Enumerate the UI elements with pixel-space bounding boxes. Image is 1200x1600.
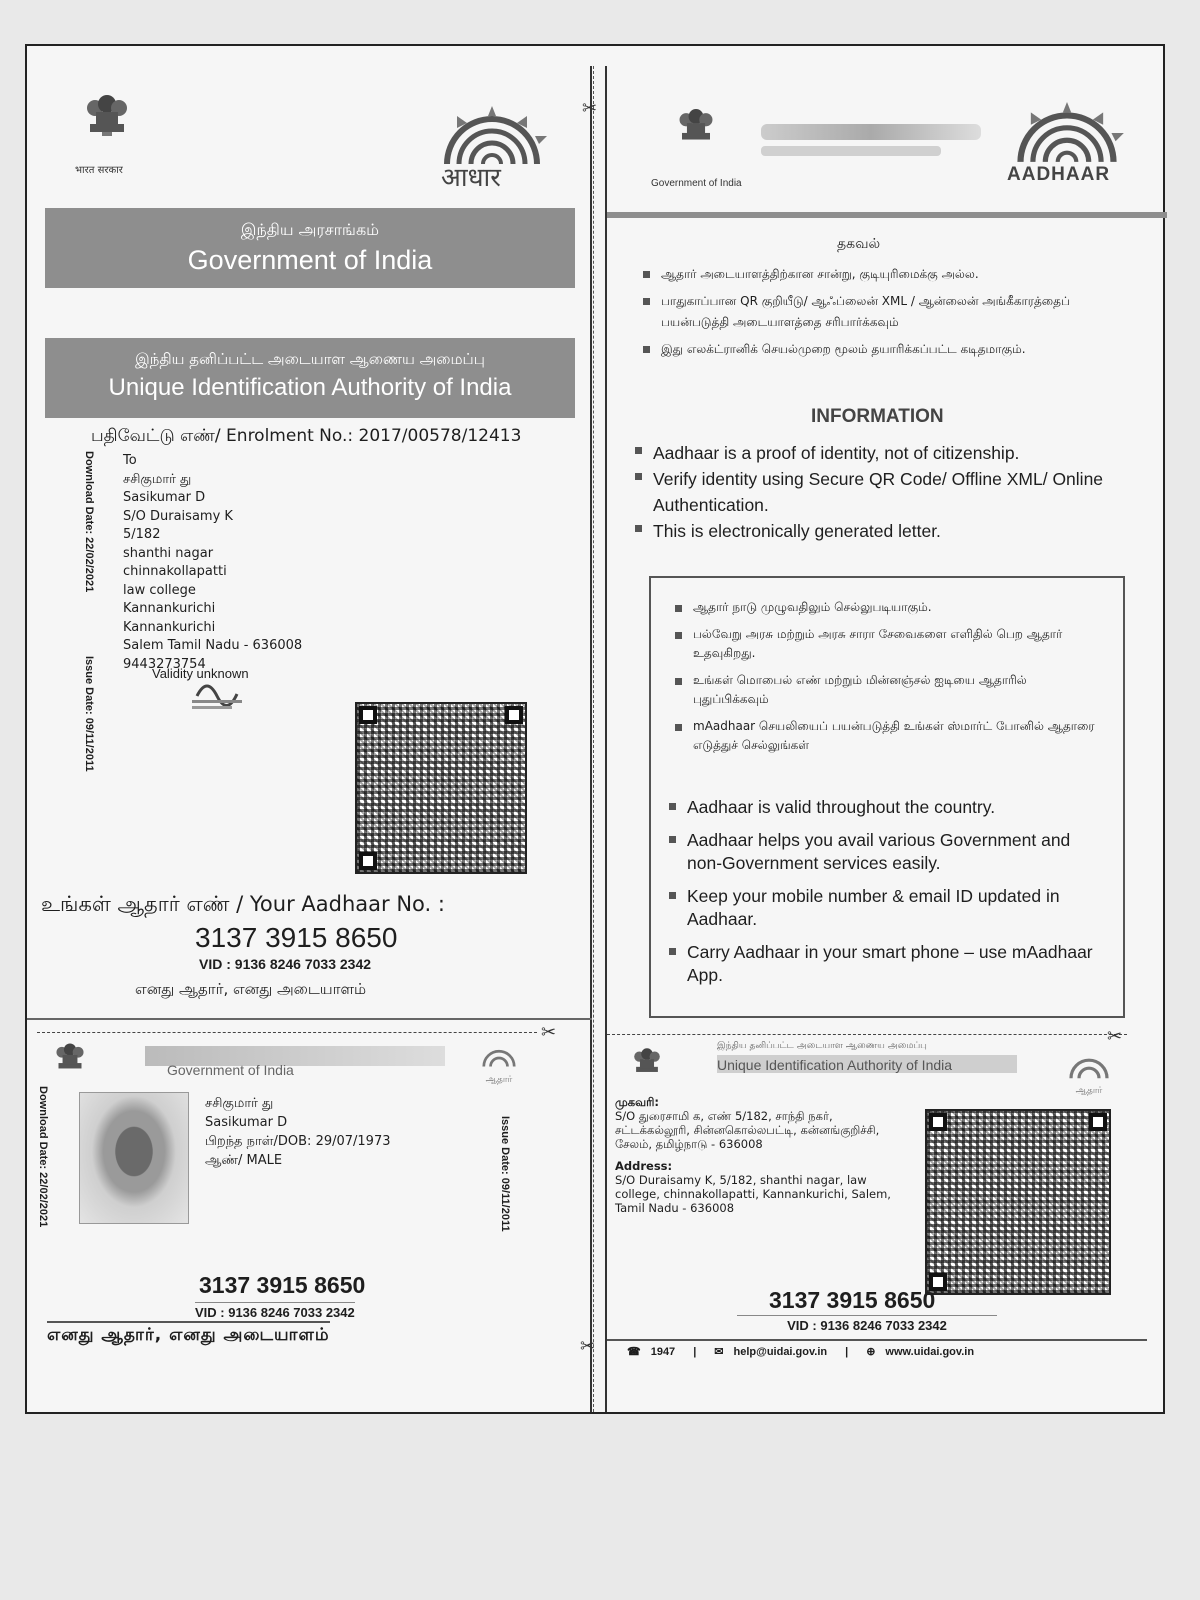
website-url[interactable]: www.uidai.gov.in xyxy=(885,1345,975,1358)
card-back-address-block xyxy=(615,1095,905,1215)
address-tamil-label: முகவரி: xyxy=(615,1095,660,1109)
footer-rule xyxy=(607,1339,1147,1341)
address-line: Salem Tamil Nadu - 636008 xyxy=(123,638,303,653)
address-line: 5/182 xyxy=(123,527,161,542)
box-tamil-item: உங்கள் மொபைல் எண் மற்றும் மின்னஞ்சல் ஐடியை ஆதாரில் புதுப்பிக்கவும் xyxy=(675,671,1095,709)
address-line: Kannankurichi xyxy=(123,601,216,616)
enrolment-number: பதிவேட்டு எண்/ Enrolment No.: 2017/00578/12413 xyxy=(91,426,522,446)
address-line: To xyxy=(123,453,137,468)
address-line: S/O Duraisamy K xyxy=(123,508,233,524)
info-tamil-item: பாதுகாப்பான QR குறியீடு/ ஆஃப்லைன் XML / ஆன்லைன் அங்கீகாரத்தைப் பயன்படுத்தி அடையாளத்தை சரிபார்க்கவும் xyxy=(643,291,1103,333)
card-back-header-tamil: இந்திய தனிப்பட்ட அடையாள ஆணைய அமைப்பு xyxy=(717,1041,927,1051)
card-details xyxy=(205,1094,391,1170)
right-header-rule xyxy=(607,212,1167,218)
phone-icon: ☎ xyxy=(627,1346,641,1358)
logo-small-text: ஆதார் xyxy=(485,1075,513,1085)
photo-avatar xyxy=(79,1092,189,1224)
aadhaar-number: 3137 3915 8650 xyxy=(195,922,398,953)
aadhaar-logo xyxy=(427,106,557,191)
govt-band-english: Government of India xyxy=(187,245,433,275)
ashoka-emblem-small-icon xyxy=(53,1036,87,1082)
right-panel xyxy=(605,66,1163,1412)
tagline: எனது ஆதார், எனது அடையாளம் xyxy=(135,980,367,998)
left-panel xyxy=(27,66,592,1412)
address-line: சசிகுமார் து xyxy=(123,471,192,487)
box-tamil-list xyxy=(675,598,1095,763)
scissors-icon: ✂ xyxy=(541,1022,557,1042)
signature-check-icon xyxy=(192,676,242,716)
info-english-item: This is electronically generated letter. xyxy=(635,518,1135,544)
scissors-top-icon: ✂ xyxy=(582,98,598,118)
box-english-item: Aadhaar is valid throughout the country. xyxy=(669,796,1109,819)
phone-number[interactable]: 1947 xyxy=(650,1345,676,1358)
address-line: Kannankurichi xyxy=(123,619,216,635)
email-icon: ✉ xyxy=(714,1346,724,1358)
divider xyxy=(27,1018,592,1020)
scissors-right-icon: ✂ xyxy=(1107,1026,1123,1046)
info-tamil-item: இது எலக்ட்ரானிக் செயல்முறை மூலம் தயாரிக்கப்பட்ட கடிதமாகும். xyxy=(643,339,1103,360)
ashoka-emblem-right-icon xyxy=(675,100,717,156)
card-back-vid: VID : 9136 8246 7033 2342 xyxy=(737,1315,997,1333)
aadhaar-logo-small xyxy=(477,1044,521,1084)
box-english-item: Carry Aadhaar in your smart phone – use mAadhaar App. xyxy=(669,941,1109,987)
info-english-list xyxy=(635,440,1135,544)
contact-footer: ☎ 1947 | ✉ help@uidai.gov.in | ⊕ www.uidai.gov.in xyxy=(627,1345,975,1358)
ashoka-emblem-icon xyxy=(82,84,132,152)
cut-line xyxy=(37,1032,537,1033)
aadhaar-logo-right-text: AADHAAR xyxy=(1007,164,1111,185)
card-name: Sasikumar D xyxy=(205,1115,288,1130)
emblem-caption-right: Government of India xyxy=(651,178,742,189)
address-line: 9443273754 xyxy=(123,656,206,672)
address-line: chinnakollapatti xyxy=(123,564,227,579)
card-header: Government of India xyxy=(167,1062,294,1078)
aadhaar-fingerprint-right-icon xyxy=(997,102,1137,164)
validity-status: Validity unknown xyxy=(152,666,249,681)
aadhaar-fingerprint-small-icon xyxy=(477,1044,521,1070)
card-tagline: எனது ஆதார், எனது அடையாளம் xyxy=(47,1321,330,1347)
box-tamil-item: mAadhaar செயலியைப் பயன்படுத்தி உங்கள் ஸ்மார்ட் போனில் ஆதாரை எடுத்துச் செல்லுங்கள் xyxy=(675,717,1095,755)
card-back-header: Unique Identification Authority of India xyxy=(717,1057,953,1073)
aadhaar-logo-back xyxy=(1063,1053,1115,1097)
box-english-list xyxy=(669,796,1109,997)
card-download-date: Download Date: 22/02/2021 xyxy=(37,1086,49,1228)
box-tamil-item: பல்வேறு அரசு மற்றும் அரசு சாரா சேவைகளை எளிதில் பெற ஆதார் உதவுகிறது. xyxy=(675,625,1095,663)
uidai-band xyxy=(45,338,575,418)
box-english-item: Aadhaar helps you avail various Government and non-Government services easily. xyxy=(669,829,1109,875)
govt-band xyxy=(45,208,575,288)
info-box xyxy=(649,576,1125,1018)
download-date: Download Date: 22/02/2021 xyxy=(83,451,95,593)
aadhaar-logo-right xyxy=(997,102,1137,192)
uidai-band-english: Unique Identification Authority of India xyxy=(108,374,512,401)
qr-code-large xyxy=(355,702,527,874)
ashoka-emblem-back-icon xyxy=(631,1041,663,1085)
card-aadhaar-number: 3137 3915 8650 xyxy=(199,1272,366,1298)
card-dob: பிறந்த நாள்/DOB: 29/07/1973 xyxy=(205,1134,391,1149)
logo-back-text: ஆதார் xyxy=(1075,1086,1103,1096)
aadhaar-card-front xyxy=(27,1036,592,1366)
cut-line-right xyxy=(607,1034,1127,1035)
card-back-aadhaar-number: 3137 3915 8650 xyxy=(769,1287,936,1313)
info-english-item: Verify identity using Secure QR Code/ Offline XML/ Online Authentication. xyxy=(635,466,1135,518)
address-english: S/O Duraisamy K, 5/182, shanthi nagar, law college, chinnakollapatti, Kannankurichi, Salem, Tamil Nadu - 636008 xyxy=(615,1173,891,1215)
address-line: law college xyxy=(123,582,196,598)
email-address[interactable]: help@uidai.gov.in xyxy=(733,1345,828,1358)
address-line: shanthi nagar xyxy=(123,545,214,561)
aadhaar-fingerprint-icon xyxy=(427,106,557,166)
info-english-item: Aadhaar is a proof of identity, not of citizenship. xyxy=(635,440,1135,466)
govt-band-tamil: இந்திய அரசாங்கம் xyxy=(240,220,380,239)
address-line: Sasikumar D xyxy=(123,490,206,505)
emblem-caption: भारत सरकार xyxy=(75,165,123,176)
card-vid: VID : 9136 8246 7033 2342 xyxy=(195,1302,355,1320)
info-tamil-item: ஆதார் அடையாளத்திற்கான சான்று, குடியுரிமைக்கு அல்ல. xyxy=(643,264,1103,285)
globe-icon: ⊕ xyxy=(866,1346,876,1358)
address-label: Address: xyxy=(615,1159,673,1173)
scissors-bottom-icon: ✂ xyxy=(580,1336,596,1356)
center-cut-line xyxy=(593,66,604,1412)
card-issue-date: Issue Date: 09/11/2011 xyxy=(499,1116,511,1232)
info-tamil-title: தகவல் xyxy=(837,236,881,252)
aadhaar-fingerprint-back-icon xyxy=(1063,1053,1115,1081)
info-tamil-list xyxy=(643,264,1103,366)
redacted-strip xyxy=(761,124,981,140)
info-title: INFORMATION xyxy=(811,406,944,427)
aadhaar-card-back xyxy=(607,1041,1167,1381)
address-tamil: S/O துரைசாமி க, எண் 5/182, சாந்தி நகர், சட்டக்கல்லூரி, சின்னகொல்லபட்டி, கன்னங்குறிச்சி, சேலம், தமிழ்நாடு - 636008 xyxy=(615,1109,880,1151)
issue-date: Issue Date: 09/11/2011 xyxy=(83,656,95,772)
aadhaar-letter-sheet xyxy=(25,44,1165,1414)
redacted-strip-2 xyxy=(761,146,941,156)
box-english-item: Keep your mobile number & email ID updated in Aadhaar. xyxy=(669,885,1109,931)
recipient-address xyxy=(123,452,302,674)
box-tamil-item: ஆதார் நாடு முழுவதிலும் செல்லுபடியாகும். xyxy=(675,598,1095,617)
card-gender: ஆண்/ MALE xyxy=(205,1153,283,1168)
aadhaar-number-label: உங்கள் ஆதார் எண் / Your Aadhaar No. : xyxy=(41,892,445,916)
qr-code-card xyxy=(925,1109,1111,1295)
vid-number: VID : 9136 8246 7033 2342 xyxy=(199,956,372,972)
aadhaar-logo-text: आधार xyxy=(441,163,501,193)
card-name-tamil: சசிகுமார் து xyxy=(205,1096,274,1111)
uidai-band-tamil: இந்திய தனிப்பட்ட அடையாள ஆணைய அமைப்பு xyxy=(135,350,485,368)
